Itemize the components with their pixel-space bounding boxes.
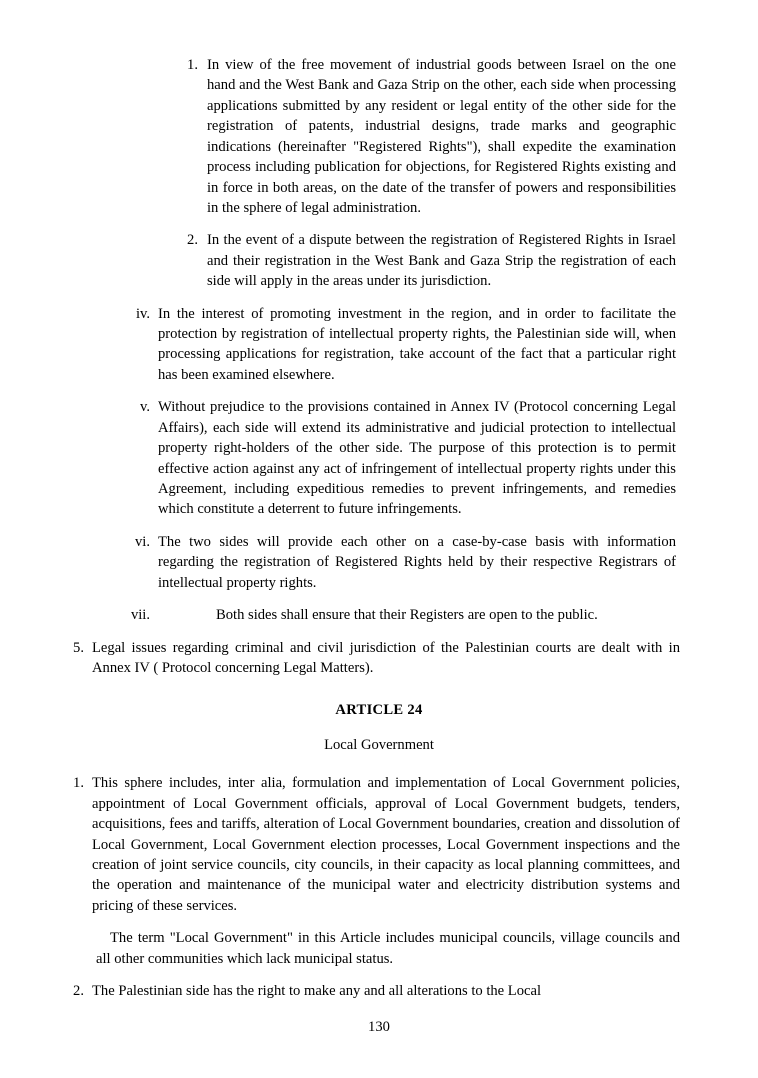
list-marker: vi.	[135, 533, 150, 550]
list-item-text	[158, 605, 676, 625]
list-item-text: Without prejudice to the provisions contained in Annex IV (Protocol concerning Legal Affairs), each side will extend its administrative and judicial protection to intellectual property right-holders of the other side. The purpose of this protection is to permit effective action against any act of infringement of intellectual property rights under this Agreement, including expeditious remedies to prevent infringements, and remedies which constitute a deterrent to future infringements.	[158, 399, 676, 518]
list-item-arabic-1	[178, 55, 676, 218]
list-item-text: The Palestinian side has the right to make any and all alterations to the Local	[92, 983, 542, 1000]
list-item-top-5	[68, 638, 680, 679]
list-item-text: In the event of a dispute between the registration of Registered Rights in Israel and their registration in the West Bank and Gaza Strip the registration of each side will apply in the areas under its jurisdiction.	[207, 232, 676, 290]
list-item-text: In the interest of promoting investment in the region, and in order to facilitate the protection by registration of intellectual property rights, the Palestinian side will, when processing applications for registration, take account of the fact that a particular right has been examined elsewhere.	[158, 305, 676, 383]
list-marker: 2.	[187, 232, 198, 249]
list-item-roman-vii	[122, 605, 676, 625]
list-marker: 1.	[187, 57, 198, 73]
list-item-roman-v	[122, 397, 676, 520]
page-number: 130	[368, 1019, 390, 1035]
article-subtitle: Local Government	[324, 736, 434, 753]
list-marker: iv.	[135, 305, 150, 322]
list-item-text-inner: Both sides shall ensure that their Registers are open to the public.	[216, 607, 598, 624]
list-marker: 1.	[73, 775, 84, 792]
list-item-text: Legal issues regarding criminal and civil jurisdiction of the Palestinian courts are dealt with in Annex IV ( Protocol concerning Legal Matters).	[92, 639, 680, 676]
list-item-text: In view of the free movement of industrial goods between Israel on the one hand and the West Bank and Gaza Strip on the other, each side when processing applications submitted by any resident or legal entity of the other side for the registration of patents, industrial designs, trade marks and geographic indications (hereinafter "Registered Rights"), shall expedite the examination process including publication for objections, for Registered Rights existing and in force in both areas, on the date of the transfer of powers and responsibilities in the sphere of legal administration.	[207, 57, 676, 216]
list-item-roman-vi	[122, 532, 676, 593]
paragraph-text: The term "Local Government" in this Article includes municipal councils, village councils and all other communities which lack municipal status.	[96, 930, 680, 967]
document-body	[60, 55, 698, 1001]
list-item-text: This sphere includes, inter alia, formulation and implementation of Local Government policies, appointment of Local Government officials, approval of Local Government budgets, tenders, acquisitions, fees and tariffs, alteration of Local Government boundaries, creation and dissolution of Local Government, Local Government election processes, Local Government inspections and the creation of joint service councils, city councils, in their capacity as local planning committees, and the operation and maintenance of the municipal water and electricity distribution systems and pricing of these services.	[92, 775, 680, 914]
list-marker: 5.	[73, 639, 84, 656]
list-item-roman-iv	[122, 304, 676, 386]
list-item-top-2	[68, 981, 680, 1001]
list-item-arabic-2	[178, 230, 676, 291]
list-item-top-1	[68, 773, 680, 916]
list-marker: 2.	[73, 983, 84, 1000]
article-title: ARTICLE 24	[335, 702, 423, 719]
list-marker: vii.	[130, 607, 150, 624]
paragraph-local-government-term	[96, 928, 680, 969]
list-item-text: The two sides will provide each other on a case-by-case basis with information regarding the registration of Registered Rights held by their respective Registrars of intellectual property rights.	[158, 533, 676, 591]
list-marker: v.	[140, 399, 150, 416]
